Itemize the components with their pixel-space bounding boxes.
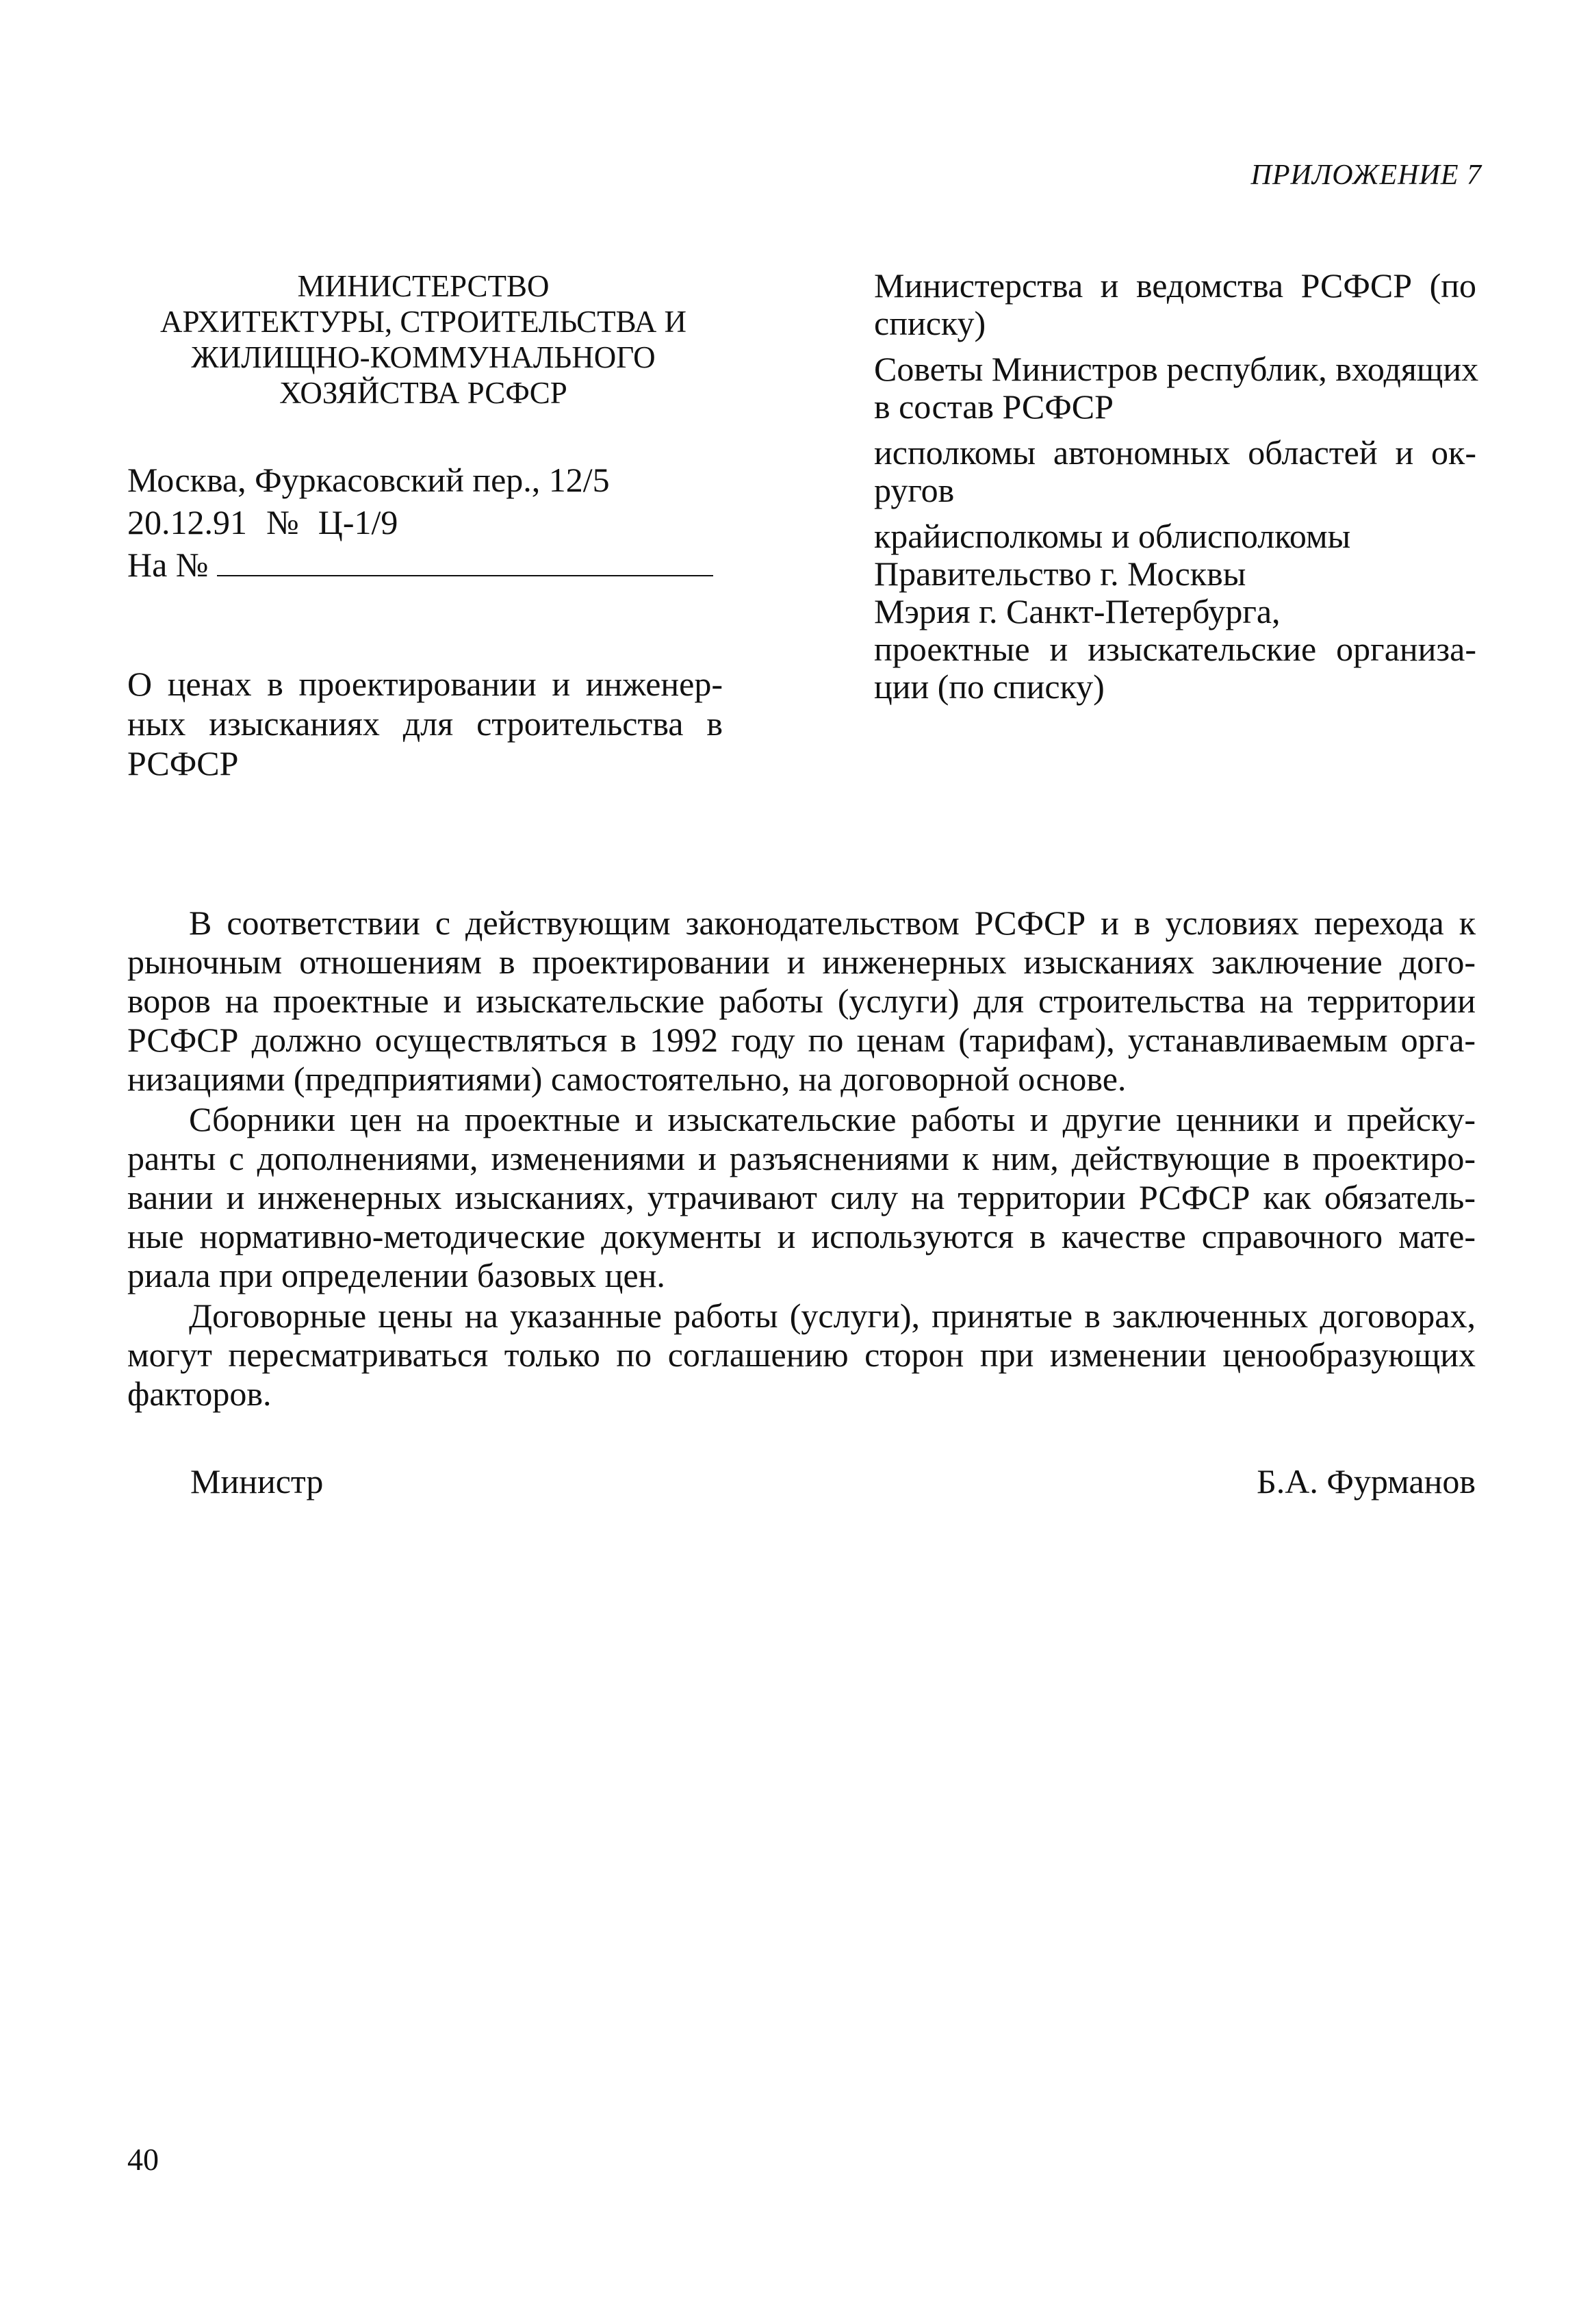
recipient-line: списку) (874, 304, 986, 342)
paragraph (127, 1297, 1476, 1414)
paragraph (127, 904, 1476, 1099)
paragraph-line: Сборники цен на проектные и изыскательские работы и другие ценники и прейску- (189, 1100, 1476, 1138)
reference-label: На № (127, 546, 209, 584)
recipient-line: Правительство г. Москвы (874, 554, 1246, 593)
recipient-line: крайисполкомы и облисполкомы (874, 517, 1351, 555)
reference-blank-line (217, 575, 713, 576)
recipient (874, 518, 1476, 555)
document-subject (127, 664, 723, 783)
appendix-label: ПРИЛОЖЕНИЕ 7 (1250, 159, 1482, 191)
paragraph-line: РСФСР должно осуществляться в 1992 году по ценам (тарифам), устанавливаемым орга- (127, 1021, 1476, 1059)
subject-line: РСФСР (127, 744, 239, 782)
letter-body (127, 904, 1476, 1415)
recipient (874, 350, 1479, 426)
ministry-line: ЖИЛИЩНО-КОММУНАЛЬНОГО (191, 340, 656, 374)
ministry-line: ХОЗЯЙСТВА РСФСР (279, 376, 567, 410)
paragraph-line: могут пересматриваться только по соглашению сторон при изменении ценообразующих (127, 1336, 1476, 1374)
recipient-line: в состав РСФСР (874, 387, 1114, 426)
recipient (874, 434, 1476, 509)
paragraph-line: ные нормативно-методические документы и используются в качестве справочного мате- (127, 1217, 1476, 1255)
recipient-line: ции (по списку) (874, 667, 1105, 706)
paragraph (127, 1100, 1476, 1295)
recipient (874, 267, 1476, 342)
page-number: 40 (127, 2142, 159, 2177)
subject-line: О ценах в проектировании и инженер- (127, 665, 723, 703)
signature-name: Б.А. Фурманов (1257, 1462, 1476, 1501)
recipient-line: исполкомы автономных областей и ок- (874, 433, 1476, 472)
paragraph-line: низациями (предприятиями) самостоятельно, на договорной основе. (127, 1060, 1127, 1098)
recipient (874, 555, 1476, 593)
paragraph-line: риала при определении базовых цен. (127, 1256, 665, 1294)
paragraph-line: Договорные цены на указанные работы (услуги), принятые в заключенных договорах, (189, 1297, 1476, 1335)
paragraph-line: рыночным отношениям в проектировании и инженерных изысканиях заключение дого- (127, 943, 1476, 981)
paragraph-line: ранты с дополнениями, изменениями и разъяснениями к ним, действующие в проектиро- (127, 1139, 1476, 1177)
recipient-line: ругов (874, 471, 955, 509)
document-meta (127, 459, 743, 586)
ministry-line: МИНИСТЕРСТВО (297, 269, 550, 303)
recipient (874, 593, 1476, 630)
recipient-line: Советы Министров республик, входящих (874, 350, 1479, 388)
recipient-line: Министерства и ведомства РСФСР (по (874, 266, 1476, 305)
recipients-list (874, 266, 1479, 714)
paragraph-line: факторов. (127, 1375, 272, 1413)
ministry-line: АРХИТЕКТУРЫ, СТРОИТЕЛЬСТВА И (159, 305, 687, 339)
paragraph-line: В соответствии с действующим законодательством РСФСР и в условиях перехода к (189, 904, 1476, 942)
paragraph-line: вании и инженерных изысканиях, утрачивают силу на территории РСФСР как обязатель- (127, 1178, 1476, 1216)
signature-title: Министр (190, 1462, 324, 1501)
address: Москва, Фуркасовский пер., 12/5 (127, 461, 610, 499)
recipient (874, 630, 1476, 706)
number-sign: № (266, 503, 299, 541)
reference-row (127, 544, 743, 586)
document-number-row (127, 501, 743, 544)
paragraph-line: воров на проектные и изыскательские работы (услуги) для строительства на территории (127, 982, 1476, 1020)
ministry-header (127, 268, 719, 411)
document-number: Ц-1/9 (318, 503, 398, 541)
recipient-line: Мэрия г. Санкт-Петербурга, (874, 592, 1281, 630)
document-date: 20.12.91 (127, 503, 247, 541)
recipient-line: проектные и изыскательские организа- (874, 630, 1476, 668)
subject-line: ных изысканиях для строительства в (127, 704, 723, 743)
